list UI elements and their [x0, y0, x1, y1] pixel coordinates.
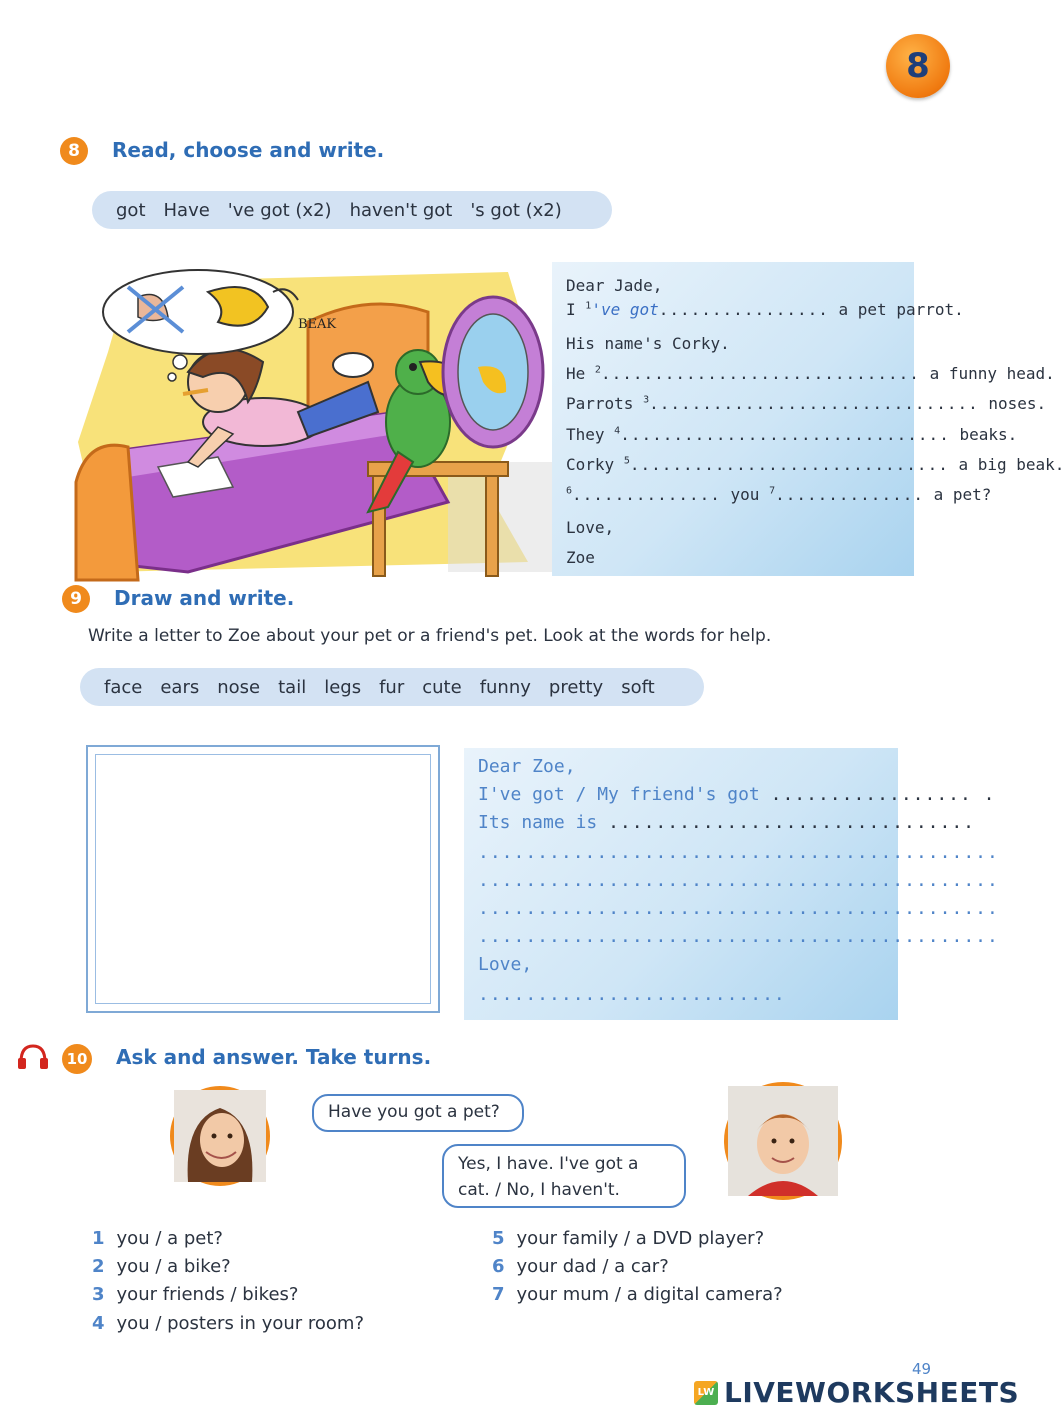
question-speech-bubble: Have you got a pet? [312, 1094, 524, 1132]
answer-1: 've got [591, 300, 659, 319]
exercise-8-word-box [92, 191, 612, 229]
question-item: 6 your dad / a car? [492, 1256, 669, 1277]
letter-line-5: They $^4$............................... beaks. [566, 425, 1018, 444]
writing-line[interactable]: ............................................ [478, 926, 999, 947]
letter-line-7: $^6$.............. you $^7$.............. a pet? [566, 485, 992, 504]
letter-greeting: Dear Jade, [566, 276, 663, 295]
word-chip: got [116, 199, 146, 221]
letter-signature: Zoe [566, 548, 595, 567]
letter2-closing: Love, [478, 954, 533, 975]
beak-label: BEAK [298, 317, 337, 332]
question-item: 4 you / posters in your room? [92, 1313, 365, 1334]
letter-line-6: Corky $^5$.............................. a big beak. [566, 455, 1064, 474]
page-number: 49 [912, 1360, 932, 1378]
question-item: 7 your mum / a digital camera? [492, 1284, 783, 1305]
liveworksheets-icon: LW [694, 1381, 718, 1405]
blank-7[interactable]: .............. [775, 485, 924, 504]
unit-number-badge: 8 [886, 34, 950, 98]
exercise-9-title: Draw and write. [114, 586, 295, 610]
letter-line-1: I $^1$'ve got................ a pet parrot. [566, 300, 964, 319]
liveworksheets-brand: LIVEWORKSHEETS [724, 1376, 1020, 1409]
signature-blank[interactable]: .......................... [478, 984, 786, 1005]
writing-line[interactable]: ............................................ [478, 870, 999, 891]
letter2-greeting: Dear Zoe, [478, 756, 576, 777]
question-item: 1 you / a pet? [92, 1228, 223, 1249]
blank-3[interactable]: ............................... [649, 394, 979, 413]
letter-to-zoe [464, 748, 999, 1020]
name-blank[interactable]: ............................... [608, 812, 976, 833]
word-chip: fur [379, 676, 405, 698]
letter-line-2: His name's Corky. [566, 334, 730, 353]
exercise-8-title: Read, choose and write. [112, 138, 385, 162]
word-chip: 's got (x2) [470, 199, 562, 221]
word-chip: face [104, 676, 143, 698]
writing-line[interactable]: ............................................ [478, 842, 999, 863]
exercise-10-title: Ask and answer. Take turns. [116, 1045, 432, 1069]
exercise-8-badge: 8 [60, 137, 88, 165]
word-chip: soft [621, 676, 655, 698]
letter2-line-1: I've got / My friend's got ................. . [478, 784, 996, 805]
pet-blank[interactable]: ................. . [770, 784, 996, 805]
word-chip: ears [160, 676, 200, 698]
exercise-10-badge: 10 [62, 1044, 92, 1074]
word-chip: nose [217, 676, 261, 698]
word-chip: 've got (x2) [227, 199, 332, 221]
girl-and-parrot-illustration [68, 262, 560, 580]
letter2-line-2: Its name is ............................... [478, 812, 976, 833]
question-item: 3 your friends / bikes? [92, 1284, 299, 1305]
word-chip: cute [422, 676, 462, 698]
girl-avatar [170, 1086, 270, 1186]
letter-from-zoe [552, 262, 1064, 576]
word-chip: haven't got [349, 199, 453, 221]
letter-closing: Love, [566, 518, 615, 537]
word-chip: legs [324, 676, 362, 698]
question-item: 5 your family / a DVD player? [492, 1228, 765, 1249]
blank-5[interactable]: .............................. [629, 455, 949, 474]
boy-avatar [724, 1082, 842, 1200]
letter-line-3: He $^2$.............................. a funny head. [566, 364, 1055, 383]
question-item: 2 you / a bike? [92, 1256, 231, 1277]
exercise-9-badge: 9 [62, 585, 90, 613]
word-chip: funny [479, 676, 531, 698]
exercise-9-instruction: Write a letter to Zoe about your pet or a friend's pet. Look at the words for help. [88, 626, 772, 646]
letter-line-4: Parrots $^3$............................... noses. [566, 394, 1047, 413]
word-chip: pretty [548, 676, 604, 698]
blank-4[interactable]: ............................... [620, 425, 950, 444]
boy-face-icon [728, 1086, 838, 1196]
answer-speech-bubble: Yes, I have. I've got a cat. / No, I haven't. [442, 1144, 686, 1208]
word-chip: tail [278, 676, 307, 698]
blank-6[interactable]: .............. [572, 485, 721, 504]
liveworksheets-logo[interactable] [694, 1376, 1019, 1409]
blank-2[interactable]: .............................. [600, 364, 920, 383]
drawing-area[interactable] [86, 745, 440, 1013]
headphones-icon [16, 1042, 50, 1070]
girl-face-icon [174, 1090, 266, 1182]
exercise-9-word-box [80, 668, 704, 706]
word-chip: Have [163, 199, 210, 221]
writing-line[interactable]: ............................................ [478, 898, 999, 919]
